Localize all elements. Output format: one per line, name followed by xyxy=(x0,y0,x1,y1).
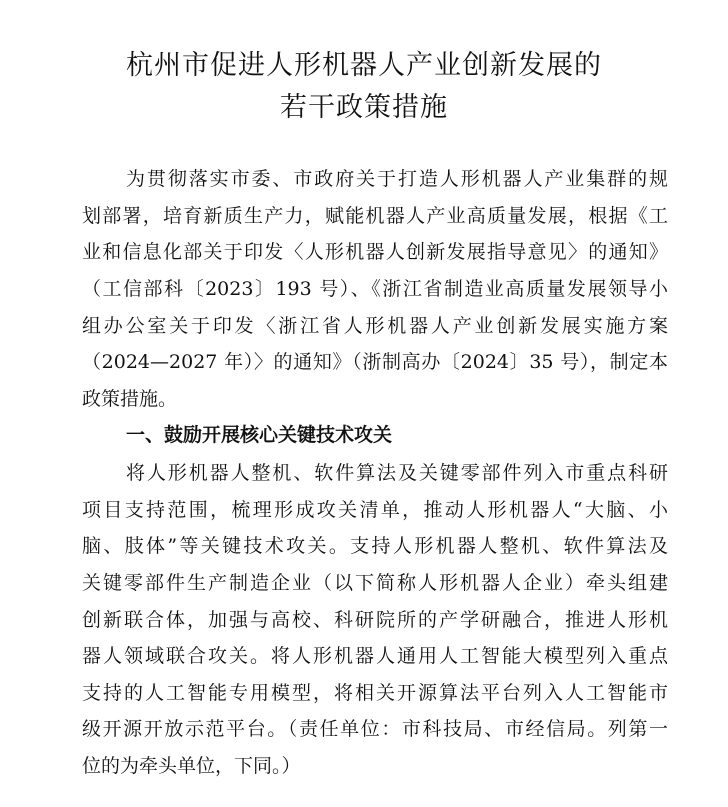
paragraph-line: 支持的人工智能专用模型，将相关开源算法平台列入人工智能市 xyxy=(82,682,668,704)
paragraph-line: 关键零部件生产制造企业（以下简称人形机器人企业）牵头组建 xyxy=(82,572,668,594)
paragraph-line: 业和信息化部关于印发〈人形机器人创新发展指导意见〉的通知》 xyxy=(82,241,668,263)
paragraph-line: 将人形机器人整机、软件算法及关键零部件列入市重点科研 xyxy=(126,462,668,484)
paragraph-line: 脑、肢体”等关键技术攻关。支持人形机器人整机、软件算法及 xyxy=(82,535,668,557)
paragraph-line: 项目支持范围，梳理形成攻关清单，推动人形机器人“大脑、小 xyxy=(82,499,668,521)
paragraph-line: （2024—2027 年）〉的通知》（浙制高办〔2024〕35 号），制定本 xyxy=(82,351,668,373)
paragraph-line: 政策措施。 xyxy=(82,388,178,410)
paragraph-line: 划部署，培育新质生产力，赋能机器人产业高质量发展，根据《工 xyxy=(82,205,668,227)
section-heading: 一、鼓励开展核心关键技术攻关 xyxy=(126,424,393,446)
paragraph-line: （工信部科〔2023〕193 号）、《浙江省制造业高质量发展领导小 xyxy=(82,278,668,300)
paragraph-line: 创新联合体，加强与高校、科研院所的产学研融合，推进人形机 xyxy=(82,609,668,631)
paragraph-line: 为贯彻落实市委、市政府关于打造人形机器人产业集群的规 xyxy=(126,168,668,190)
paragraph-line: 器人领域联合攻关。将人形机器人通用人工智能大模型列入重点 xyxy=(82,645,668,667)
paragraph-line: 组办公室关于印发〈浙江省人形机器人产业创新发展实施方案 xyxy=(82,315,668,337)
document-title-line-2: 若干政策措施 xyxy=(280,92,448,123)
paragraph-line: 位的为牵头单位，下同。） xyxy=(82,755,301,777)
document-title-line-1: 杭州市促进人形机器人产业创新发展的 xyxy=(126,50,602,81)
paragraph-line: 级开源开放示范平台。（责任单位：市科技局、市经信局。列第一 xyxy=(82,718,668,740)
